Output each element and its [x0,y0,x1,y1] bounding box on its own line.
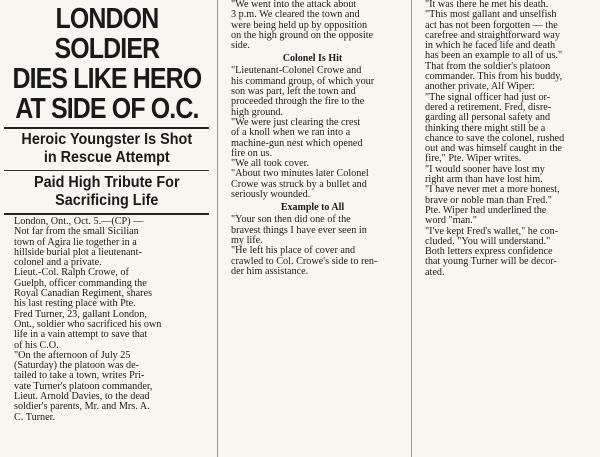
subhead-example-to-all: Example to All [280,202,345,214]
text-line: chance to save the colonel, rushed [425,132,565,144]
text-line: Fred Turner, 23, gallant London, [14,308,147,320]
text-line: fire," Pte. Wiper writes. [425,153,522,165]
text-line: "I've kept Fred's wallet," he con- [425,225,559,237]
paragraph [221,66,404,117]
text-line: out and was himself caught in the [425,143,562,155]
paragraph [415,247,597,278]
paragraph [415,0,597,62]
text-line: "Your son then did one of the [231,214,351,226]
text-line: der him assistance. [231,265,309,277]
text-line: on the high ground on the opposite [231,29,374,41]
text-line: ated. [425,266,445,278]
text-line: in which he faced life and death [425,40,556,52]
text-line: Royal Canadian Regiment, shares [14,288,153,300]
text-line: bravest things I have ever seen in [231,224,367,236]
text-line: Not far from the small Sicilian [14,226,139,238]
text-line: Ont., soldier who sacrificed his own [14,318,162,330]
text-line: hillside burial plot a lieutenant- [14,246,142,258]
text-line: right arm than have lost him. [425,174,543,186]
text-line: high ground. [231,106,284,118]
text-line: colonel and a private. [14,257,102,269]
text-line: tailed to take a town, writes Pri- [14,370,145,382]
deck-line: Paid High Tribute For [33,174,180,191]
divider [4,127,209,129]
column-2-body-a [221,0,404,51]
text-line: Both letters express confidence [425,246,553,258]
text-line: "On the afternoon of July 25 [14,349,131,361]
deck-line: in Rescue Attempt [43,149,170,166]
text-line: seriously wounded. [231,189,311,201]
text-line: "Lieutenant-Colonel Crowe and [231,65,362,77]
text-line: act has not been forgotten — the [425,19,558,31]
paragraph [221,0,404,51]
deck-1 [4,131,209,167]
paragraph [221,246,404,277]
text-line: of a knoll when we ran into a [231,127,351,139]
paragraph [4,217,209,268]
deck-line: Heroic Youngster Is Shot [21,131,192,148]
paragraph [4,351,209,423]
text-line: of his C.O. [14,339,59,351]
column-2-body-b [221,66,404,200]
column-3 [411,0,600,457]
text-line: dered a retirement. Fred, disre- [425,101,552,113]
text-line: Pte. Wiper had underlined the [425,204,547,216]
text-line: Lieut. Arnold Davies, to the dead [14,391,150,403]
paragraph [4,268,209,350]
text-line: C. Turner. [14,411,56,423]
text-line: soldier's parents, Mr. and Mrs. A. [14,401,150,413]
text-line: That from the soldier's platoon [425,60,551,72]
text-line: "We were just clearing the crest [231,116,361,128]
paragraph [415,227,597,248]
text-line: carefree and straightforward way [425,29,560,41]
column-2-body-c [221,215,404,277]
text-line: son was part, left the town and [231,86,356,98]
text-line: "This most gallant and unselfish [425,9,557,21]
text-line: side. [231,40,250,52]
text-line: garding all personal safety and [425,112,551,124]
text-line: another private, Alf Wiper: [425,81,535,93]
text-line: proceeded through the fire to the [231,96,365,108]
text-line: (Saturday) the platoon was de- [14,360,140,372]
headline [4,4,209,124]
text-line: "I have never met a more honest, [425,184,560,196]
text-line: word "man." [425,215,477,227]
text-line: "I would sooner have lost my [425,163,545,175]
column-2 [217,0,407,457]
text-line: thinking there might still be a [425,122,546,134]
paragraph [221,215,404,246]
text-line: "The signal officer had just or- [425,91,551,103]
divider [4,213,209,215]
text-line: "We went into the attack about [231,0,357,10]
subhead-colonel-is-hit: Colonel Is Hit [282,53,343,65]
headline-line: LONDON SOLDIER [54,3,159,65]
headline-line: DIES LIKE HERO [12,63,201,95]
text-line: town of Agira lie together in a [14,236,137,248]
column-1 [0,0,213,457]
paragraph [221,169,404,200]
text-line: "About two minutes later Colonel [231,168,369,180]
paragraph [415,93,597,165]
text-line: his last resting place with Pte. [14,298,136,310]
text-line: my life. [231,234,263,246]
text-line: machine-gun nest which opened [231,137,363,149]
divider [4,170,209,171]
text-line: London, Ont., Oct. 5.—(CP) — [14,216,144,227]
text-line: "He left his place of cover and [231,245,356,257]
text-line: commander. This from his buddy, [425,71,563,83]
paragraph [415,62,597,93]
paragraph [415,165,597,186]
paragraph [221,118,404,159]
text-line: his command group, of which your [231,75,375,87]
text-line: "It was there he met his death. [425,0,549,10]
text-line: fire on us. [231,147,273,159]
text-line: brave or noble man than Fred." [425,194,552,206]
headline-line: AT SIDE OF O.C. [14,93,199,125]
text-line: cluded. "You will understand." [425,235,551,247]
text-line: Crowe was struck by a bullet and [231,178,367,190]
text-line: 3 p.m. We cleared the town and [231,9,360,21]
deck-2 [4,174,209,210]
text-line: "We all took cover. [231,158,310,170]
text-line: has been an example to all of us." [425,50,563,62]
deck-line: Sacrificing Life [54,192,159,209]
text-line: were being held up by opposition [231,19,368,31]
paragraph [415,185,597,226]
text-line: crawled to Col. Crowe's side to ren- [231,255,378,267]
column-1-body [4,217,209,423]
text-line: Guelph, officer commanding the [14,277,147,289]
text-line: Lieut.-Col. Ralph Crowe, of [14,267,129,279]
text-line: vate Turner's platoon commander, [14,380,153,392]
column-3-body [415,0,597,278]
text-line: life in a vain attempt to save that [14,329,148,341]
text-line: that young Turner will be decor- [425,256,557,268]
